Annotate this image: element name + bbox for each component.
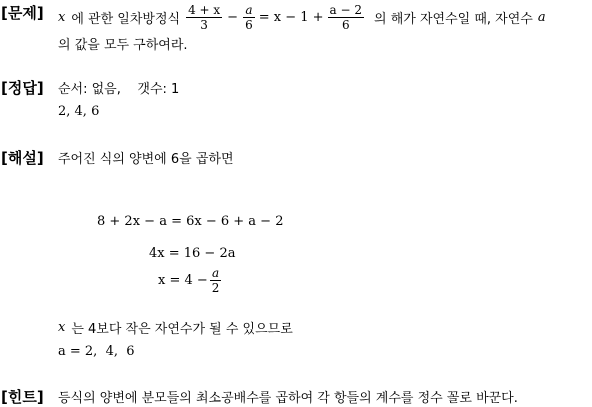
variable-a: a (537, 10, 546, 25)
equation-middle: = x − 1 + (258, 10, 324, 25)
minus-sign: − (227, 10, 239, 25)
fraction-2-denominator: 6 (245, 18, 253, 32)
note-text: 는 4보다 작은 자연수가 될 수 있으므로 (71, 322, 293, 337)
equation-3 (158, 266, 223, 295)
problem-tag: [문제] (1, 4, 44, 22)
problem-line-1 (58, 3, 546, 32)
equation-1: 8 + 2x − a = 6x − 6 + a − 2 (97, 214, 284, 229)
answer-tag: [정답] (1, 79, 44, 97)
equation-2: 4x = 16 − 2a (149, 246, 236, 261)
problem-line-2: 의 값을 모두 구하여라. (58, 38, 188, 53)
fraction-eq3-numerator: a (212, 266, 220, 280)
hint-tag: [힌트] (1, 388, 44, 406)
problem-text-1: 에 관한 일차방정식 (71, 12, 181, 27)
answer-line-1: 순서: 없음, 갯수: 1 (58, 82, 180, 97)
solution-tag: [해설] (1, 149, 44, 167)
fraction-1-denominator: 3 (200, 18, 208, 32)
fraction-1-numerator: 4 + x (188, 3, 221, 17)
fraction-2-numerator: a (245, 3, 253, 17)
fraction-eq3 (210, 266, 222, 295)
fraction-3-numerator: a − 2 (329, 3, 363, 17)
equation-3-left: x = 4 − (158, 273, 208, 288)
fraction-eq3-denominator: 2 (211, 281, 220, 295)
answer-line-2: 2, 4, 6 (58, 104, 100, 119)
note-variable-x: x (58, 320, 66, 335)
fraction-2 (243, 3, 255, 32)
problem-text-2: 의 해가 자연수일 때, 자연수 (374, 12, 533, 27)
solution-intro: 주어진 식의 양변에 6을 곱하면 (58, 152, 234, 167)
fraction-3 (328, 3, 364, 32)
fraction-3-denominator: 6 (341, 18, 350, 32)
solution-note (58, 318, 293, 337)
fraction-1 (186, 3, 222, 32)
solution-result: a = 2, 4, 6 (58, 344, 135, 359)
hint-text: 등식의 양변에 분모들의 최소공배수를 곱하여 각 항들의 계수를 정수 꼴로 바꾼다. (58, 391, 518, 406)
variable-x: x (58, 10, 66, 25)
